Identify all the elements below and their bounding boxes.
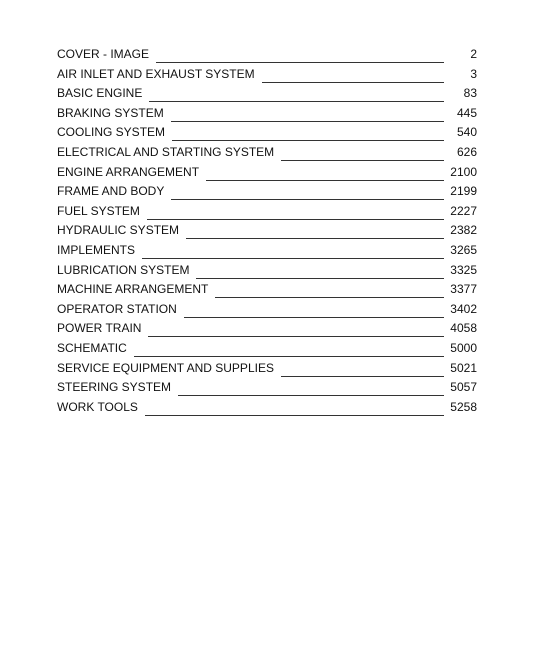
toc-entry[interactable] (57, 123, 477, 143)
toc-leader-line (148, 336, 444, 337)
toc-entry-page: 2100 (450, 164, 477, 179)
toc-entry-title: SCHEMATIC (57, 340, 127, 355)
toc-entry[interactable] (57, 339, 477, 359)
toc-entry[interactable] (57, 300, 477, 320)
toc-entry-page: 83 (463, 86, 477, 101)
toc-entry[interactable] (57, 261, 477, 281)
toc-entry-title: FRAME AND BODY (57, 184, 165, 199)
toc-entry[interactable] (57, 359, 477, 379)
toc-entry-title: LUBRICATION SYSTEM (57, 262, 190, 277)
toc-entry-page: 3402 (450, 301, 477, 316)
toc-entry-title: MACHINE ARRANGEMENT (57, 282, 209, 297)
toc-entry-page: 3 (470, 66, 477, 81)
toc-entry[interactable] (57, 65, 477, 85)
toc-entry-page: 626 (456, 144, 477, 159)
toc-leader-line (186, 238, 444, 239)
toc-leader-line (149, 101, 444, 102)
toc-entry[interactable] (57, 182, 477, 202)
toc-leader-line (147, 219, 444, 220)
toc-entry-title: OPERATOR STATION (57, 301, 177, 316)
toc-entry[interactable] (57, 280, 477, 300)
toc-entry-page: 445 (456, 105, 477, 120)
toc-leader-line (184, 317, 444, 318)
toc-entry-title: COOLING SYSTEM (57, 125, 166, 140)
toc-entry-page: 2 (470, 47, 477, 61)
toc-entry[interactable] (57, 143, 477, 163)
toc-entry-title: BASIC ENGINE (57, 86, 143, 101)
toc-leader-line (134, 356, 444, 357)
toc-entry-page: 2199 (450, 184, 477, 199)
toc-leader-line (281, 160, 444, 161)
toc-leader-line (145, 415, 444, 416)
toc-leader-line (156, 62, 444, 63)
toc-entry-title: BRAKING SYSTEM (57, 105, 164, 120)
toc-entry-title: IMPLEMENTS (57, 242, 136, 257)
toc-entry-title: FUEL SYSTEM (57, 203, 140, 218)
toc-entry[interactable] (57, 319, 477, 339)
toc-entry-title: AIR INLET AND EXHAUST SYSTEM (57, 66, 255, 81)
toc-entry-title: WORK TOOLS (57, 399, 138, 414)
toc-leader-line (281, 376, 444, 377)
toc-entry[interactable] (57, 45, 477, 65)
toc-entry-title: COVER - IMAGE (57, 47, 150, 61)
toc-entry-page: 3325 (450, 262, 477, 277)
toc-entry-page: 4058 (450, 321, 477, 336)
toc-entry-page: 5000 (450, 340, 477, 355)
toc-entry[interactable] (57, 202, 477, 222)
toc-entry-page: 5057 (450, 380, 477, 395)
toc-entry[interactable] (57, 221, 477, 241)
toc-entry-page: 2227 (450, 203, 477, 218)
toc-entry-title: ELECTRICAL AND STARTING SYSTEM (57, 144, 275, 159)
toc-entry[interactable] (57, 378, 477, 398)
toc-entry[interactable] (57, 104, 477, 124)
toc-entry[interactable] (57, 398, 477, 418)
toc-entry[interactable] (57, 241, 477, 261)
toc-entry-page: 5021 (450, 360, 477, 375)
toc-entry-page: 5258 (450, 399, 477, 414)
toc-leader-line (178, 395, 444, 396)
toc-leader-line (172, 140, 444, 141)
toc-leader-line (215, 297, 444, 298)
toc-entry[interactable] (57, 84, 477, 104)
toc-entry-page: 3377 (450, 282, 477, 297)
toc-entry-title: ENGINE ARRANGEMENT (57, 164, 200, 179)
toc-entry[interactable] (57, 163, 477, 183)
toc-entry-page: 2382 (450, 223, 477, 238)
toc-entry-page: 3265 (450, 242, 477, 257)
toc-leader-line (206, 180, 444, 181)
toc-leader-line (196, 278, 444, 279)
toc-leader-line (171, 121, 444, 122)
toc-entry-title: STEERING SYSTEM (57, 380, 172, 395)
toc-entry-title: POWER TRAIN (57, 321, 142, 336)
toc-entry-page: 540 (456, 125, 477, 140)
table-of-contents (57, 45, 477, 417)
toc-leader-line (262, 82, 444, 83)
toc-entry-title: HYDRAULIC SYSTEM (57, 223, 180, 238)
toc-leader-line (171, 199, 444, 200)
toc-leader-line (142, 258, 444, 259)
toc-entry-title: SERVICE EQUIPMENT AND SUPPLIES (57, 360, 274, 375)
